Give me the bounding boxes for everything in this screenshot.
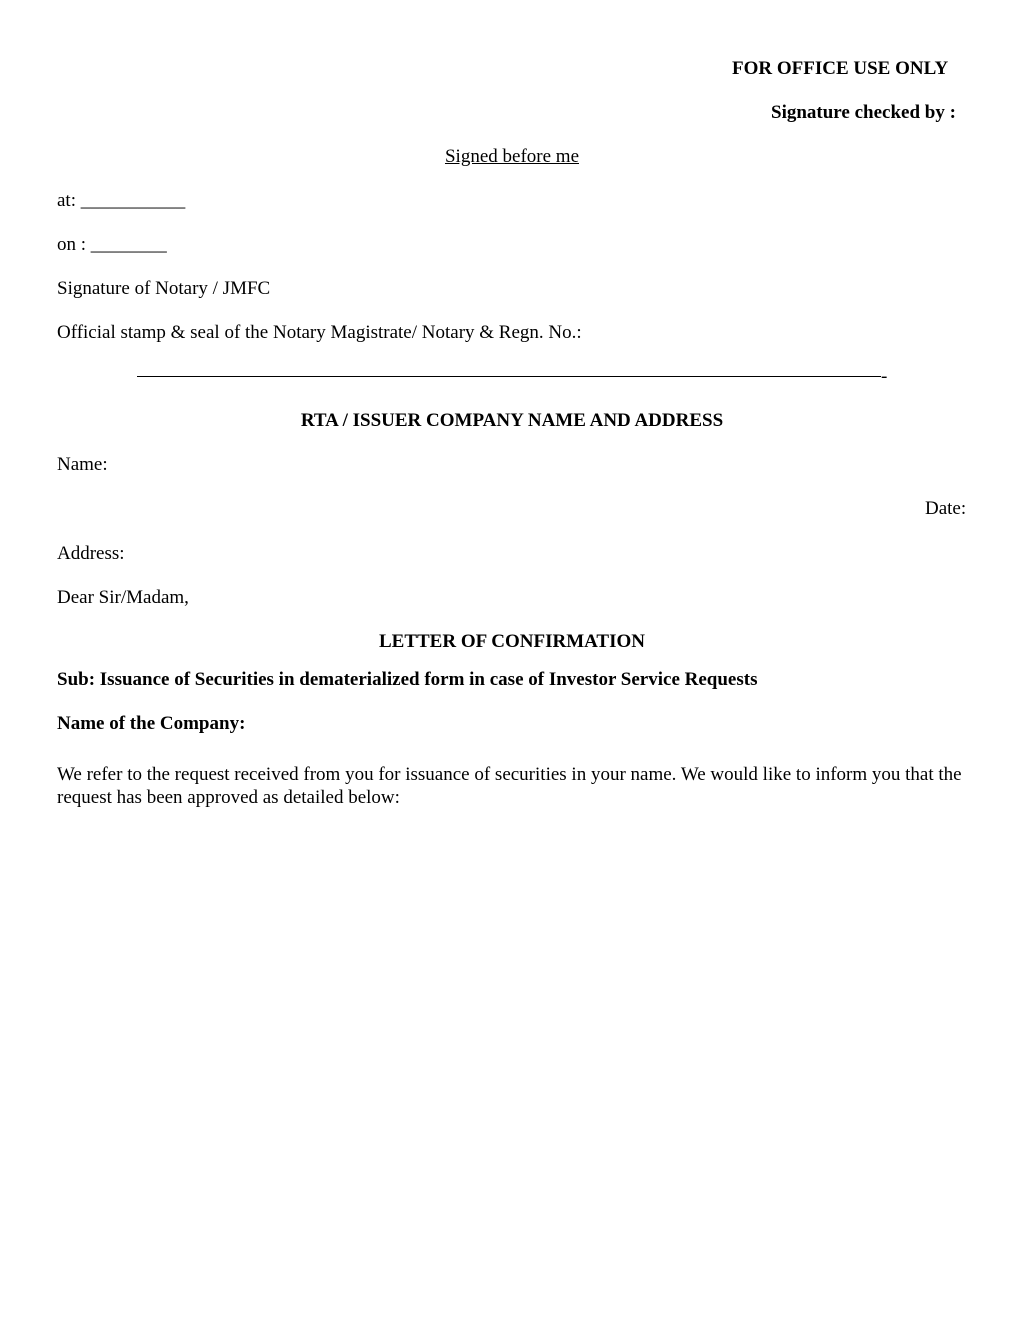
name-label: Name: xyxy=(57,454,108,475)
address-label: Address: xyxy=(57,543,125,564)
signature-checked-label: Signature checked by : xyxy=(771,102,956,123)
notary-signature-label: Signature of Notary / JMFC xyxy=(57,278,271,299)
date-label: Date: xyxy=(925,498,967,519)
subject-line: Sub: Issuance of Securities in dematerialized form in case of Investor Service Requests xyxy=(57,669,758,690)
company-name-label: Name of the Company: xyxy=(57,713,246,734)
letter-body: We refer to the request received from you for issuance of securities in your name. We would like to inform you that the request has been approved as detailed below: xyxy=(57,764,962,808)
company-heading: RTA / ISSUER COMPANY NAME AND ADDRESS xyxy=(300,410,724,431)
notary-stamp-label: Official stamp & seal of the Notary Magistrate/ Notary & Regn. No.: xyxy=(57,322,582,343)
notary-on-field: on : ________ xyxy=(57,234,167,255)
section-divider-end: - xyxy=(881,366,888,387)
salutation: Dear Sir/Madam, xyxy=(57,587,189,608)
signed-before-me: Signed before me xyxy=(444,146,579,167)
letter-title: LETTER OF CONFIRMATION xyxy=(378,631,646,652)
notary-at-field: at: ___________ xyxy=(57,190,186,211)
office-use-heading: FOR OFFICE USE ONLY xyxy=(732,58,949,79)
signed-before-me-container xyxy=(0,145,1024,169)
section-divider xyxy=(137,376,881,377)
